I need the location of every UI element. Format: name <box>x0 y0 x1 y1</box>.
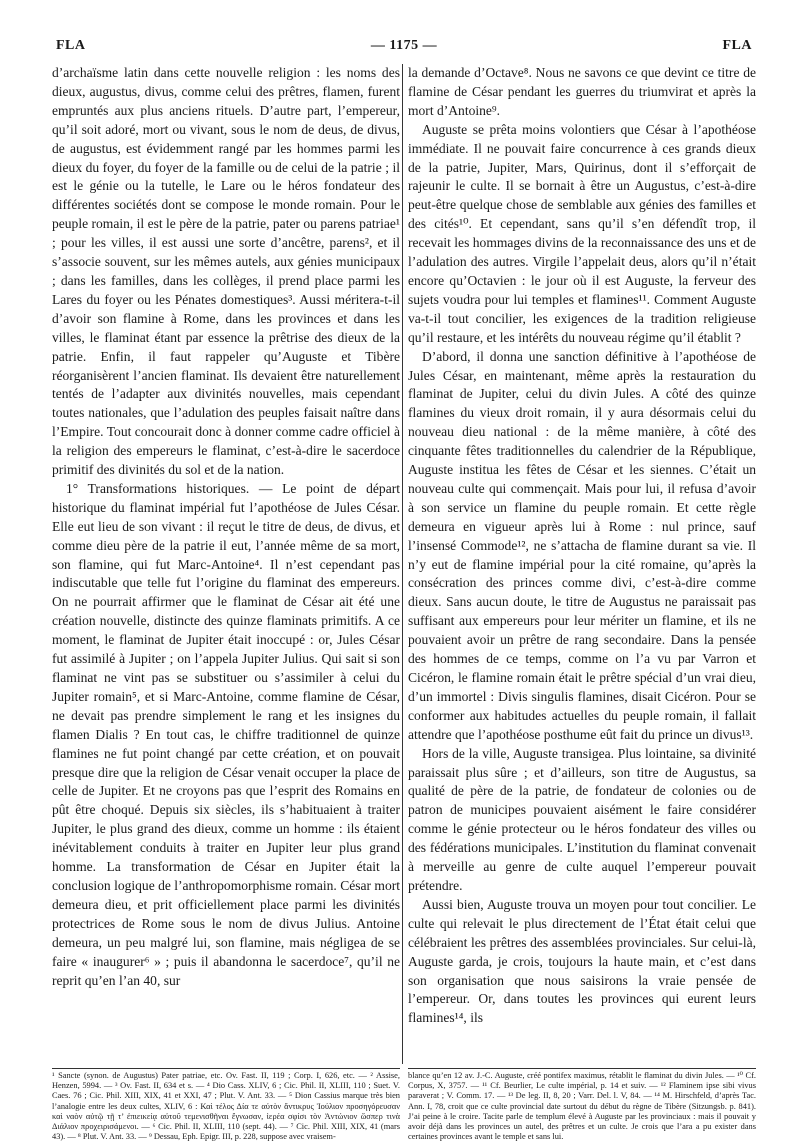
paragraph: D’abord, il donna une sanction définitive à l’apothéose de Jules César, en maintenant, même après la restauration du flaminat de Jupiter, celui du divin Jules. A côté des quinze flamines du vieux droit romain, il y aura désormais celui du nouveau dieu national : de la même manière, à côté des cinquante fêtes traditionnelles du calendrier de la République, Auguste institua les fêtes de César et les siennes. C’était un nouveau culte qui commençait. Mais pour lui, il refusa d’avoir à son service un flamine du peuple romain. Et cette règle demeura en vigueur après lui à Rome : nul prince, sauf l’insensé Commode¹², ne s’attacha de flamine durant sa vie. Il n’y eut de flamine impérial pour la cité romaine, qu’après la consécration des princes comme divi, c’est-à-dire comme dieux. Sans aucun doute, le titre de Augustus ne paraissait pas suffisant aux empereurs pour leur mériter un flamine, et ils ne pouvaient avoir un prêtre de rang secondaire. Dans la pensée des hommes de ce temps, comme on l’a vu par Varron et Cicéron, le flamine romain était le prêtre spécial d’un vrai dieu, d’un immortel : Divis singulis flamines, disait Cicéron. Pour se conformer aux habitudes actuelles du peuple romain, il fallait attendre que l’apothéose posthume eût fait du prince un divus¹³. <box>408 348 756 742</box>
footnote-rule <box>408 1068 756 1069</box>
column-divider <box>402 64 403 1064</box>
header-left-keyword: FLA <box>56 38 86 53</box>
footnotes-right: blance qu’en 12 av. J.-C. Auguste, créé pontifex maximus, rétablit le flaminat du divin Jules. — ¹⁰ Cf. Corpus, X, 3757. — ¹¹ Cf. Beurlier, Le culte impérial, p. 14 et suiv. — ¹² Flaminem ipse sibi vivus paraverat ; V. Comm. 17. — ¹³ De leg. II, 8, 20 ; Varr. Del. l. V, 84. — ¹⁴ M. Hirschfeld, d’après Tac. Ann. I, 78, croit que ce culte provincial date surtout du début du règne de Tibère (Sitzungsb. p. 841). J’ai peine à le croire. Tacite parle de templum élevé à Auguste par les provinciaux : mais il pouvait y avoir déjà dans les provinces un autel, des prêtres et un culte. Je crois que l’ara a pu exister dans certaines provinces avant le temple et sans lui. <box>408 1071 756 1142</box>
paragraph: la demande d’Octave⁸. Nous ne savons ce que devint ce titre de flamine de César pendant les guerres du triumvirat et après la mort d’Antoine⁹. <box>408 65 756 118</box>
paragraph: Aussi bien, Auguste trouva un moyen pour tout concilier. Le culte qui relevait le plus directement de l’État était celui que célébraient les prêtres des assemblées provinciales. Sur celui-là, Auguste garda, je crois, toujours la haute main, et c’est dans son organisation que nous saisirons la vraie pensée de l’empereur. Or, dans toutes les provinces qui eurent leurs flamines¹⁴, ils <box>408 896 756 1026</box>
paragraph: Hors de la ville, Auguste transigea. Plus lointaine, sa divinité paraissait plus sûre ; et d’ailleurs, son titre de Augustus, sa qualité de père de la patrie, de fondateur de colonies ou de patron de municipes pouvaient aisément le faire considérer comme le génie protecteur ou le héros fondateur des villes ou des fédérations municipales. L’institution du flaminat convenait à merveille au genre de culte auquel l’empereur pouvait prétendre. <box>408 745 756 893</box>
header-right-keyword: FLA <box>722 38 752 53</box>
right-column <box>408 64 756 1028</box>
paragraph: Auguste se prêta moins volontiers que César à l’apothéose immédiate. Il ne pouvait faire concurrence à ces grands dieux de la patrie, Jupiter, Mars, Quirinus, dont il s’efforçait de rajeunir le culte. Il se bornait à être un Augustus, c’est-à-dire peut-être quelque chose de semblable aux génies des familles et des cités¹⁰. Et cependant, sans qu’il s’en défendît trop, il recevait les hommages divins de la reconnaissance des uns et de l’adulation des autres. Virgile l’appelait deus, alors qu’il n’était encore qu’Octavien : le jour où il est Auguste, la ferveur des sujets voudra pour lui temples et flamines¹¹. Comment Auguste va-t-il tout concilier, les exigences de la tradition religieuse qu’il restaure, et les intérêts du nouveau régime qu’il établit ? <box>408 121 756 345</box>
footnote-rule <box>52 1068 400 1069</box>
running-header <box>52 38 756 62</box>
paragraph: 1° Transformations historiques. — Le point de départ historique du flaminat impérial fut l’apothéose de Jules César. Elle eut lieu de son vivant : il reçut le titre de deus, de divus, et comme dieu père de la patrie il eut, l’année même de sa mort, son flamine, qui fut Marc-Antoine⁴. Il n’est cependant pas indiscutable que telle fut l’origine du flaminat des empereurs. On ne pourrait affirmer que le flaminat de César ait été une création nouvelle, distincte des quinze flaminats primitifs. A ce moment, le flaminat de Jupiter était inoccupé : or, Jules César fut assimilé à Jupiter ; on l’appela Jupiter Julius. Qui sait si son flaminat ne vint pas se substituer ou s’assimiler à celui du Jupiter romain⁵, et si Marc-Antoine, comme flamine de César, ne devait pas prendre simplement le rang et les insignes du flamen Dialis ? En tout cas, le chiffre traditionnel de quinze flamines ne fut point changé par cette création, et on pouvait presque dire que la religion de César venait occuper la place de celle de Jupiter. Et ne croyons pas que l’esprit des Romains en pût être choqué. Depuis six siècles, ils s’habituaient à traiter Jupiter, le plus grand des dieux, comme un homme : ils étaient inévitablement conduits à traiter en Jupiter leur plus grand homme. La transformation de César en Jupiter était la conclusion logique de l’anthropomorphisme romain. César mort demeura dieu, et prit officiellement place parmi les divinités protectrices de Rome sous le nom de divus Julius. Antoine demeura, un peu malgré lui, son flamine, mais négligea de se faire « inaugurer⁶ » ; puis il abandonna le sacerdoce⁷, qu’il ne reprit qu’en l’an 40, sur <box>52 480 401 988</box>
page-number: — 1175 — <box>370 38 438 53</box>
left-column <box>52 64 400 990</box>
footnotes-left: ¹ Sancte (synon. de Augustus) Pater patriae, etc. Ov. Fast. II, 119 ; Corp. I, 626, etc. — ² Assise, Henzen, 5994. — ³ Ov. Fast. II, 634 et s. — ⁴ Dio Cass. XLIV, 6 ; Cic. Phil. II, XLIII, 110 ; Suet. V. Caes. 76 ; Cic. Phil. XIII, XIX, 41 et XXI, 47 ; Plut. V. Ant. 33. — ⁵ Dion Cassius marque très bien l’analogie entre les deux cultes, XLIV, 6 : Καὶ τέλος Δία τε αὐτὸν ἄντικρυς Ἰούλιον προσηγόρευσαν καὶ ναὸν αὐτῷ τῇ τ’ ἐπιεικείᾳ αὐτοῦ τεμενισθῆναι ἔγνωσαν, ἱερέα σφίσι τὸν Ἀντώνιον ὥσπερ τινὰ Διάλιον προχειρισάμενοι. — ⁶ Cic. Phil. II, XLIII, 110 (sept. 44). — ⁷ Cic. Phil. XIII, XIX, 41 (mars 43). — ⁸ Plut. V. Ant. 33. — ⁹ Dessau, Eph. Epigr. III, p. 228, suppose avec vraisem- <box>52 1071 400 1142</box>
paragraph: d’archaïsme latin dans cette nouvelle religion : les noms des dieux, augustus, divus, comme celui des prêtres, flamen, furent empruntés aux plus anciens rituels. D’autre part, l’empereur, qu’il soit adoré, mort ou vivant, sous le nom de deus, de divus, de augustus, est évidemment rangé par les hommes parmi les dieux du foyer, du foyer de la famille ou de celui de la patrie ; il est le génie ou la tutelle, le Lare ou le héros fondateur des différentes sociétés dont se compose le monde romain. Pour le peuple romain, il est le père de la patrie, pater ou parens patriae¹ ; pour les villes, il est aussi une sorte d’ancêtre, parens², et il s’associe souvent, sur les mêmes autels, aux génies municipaux ; dans les familles, dans les collèges, il prend place parmi les Lares du foyer ou les Pénates domestiques³. Aussi méritera-t-il d’avoir son flamine à Rome, dans les provinces et dans les villes, le flaminat étant par essence la prêtrise des dieux de la patrie. Enfin, il faut rappeler qu’Auguste et Tibère réorganisèrent l’ancien flaminat. Ils devaient être naturellement tentés de l’adapter aux divinités nouvelles, mais cependant toutes nationales, que l’adulation des peuples faisait naître dans l’Empire. Tout concourait donc à donner comme cadre officiel à la religion des empereurs le flaminat, c’est-à-dire le sacerdoce primitif des divinités du sol et de la nation. <box>52 65 400 478</box>
